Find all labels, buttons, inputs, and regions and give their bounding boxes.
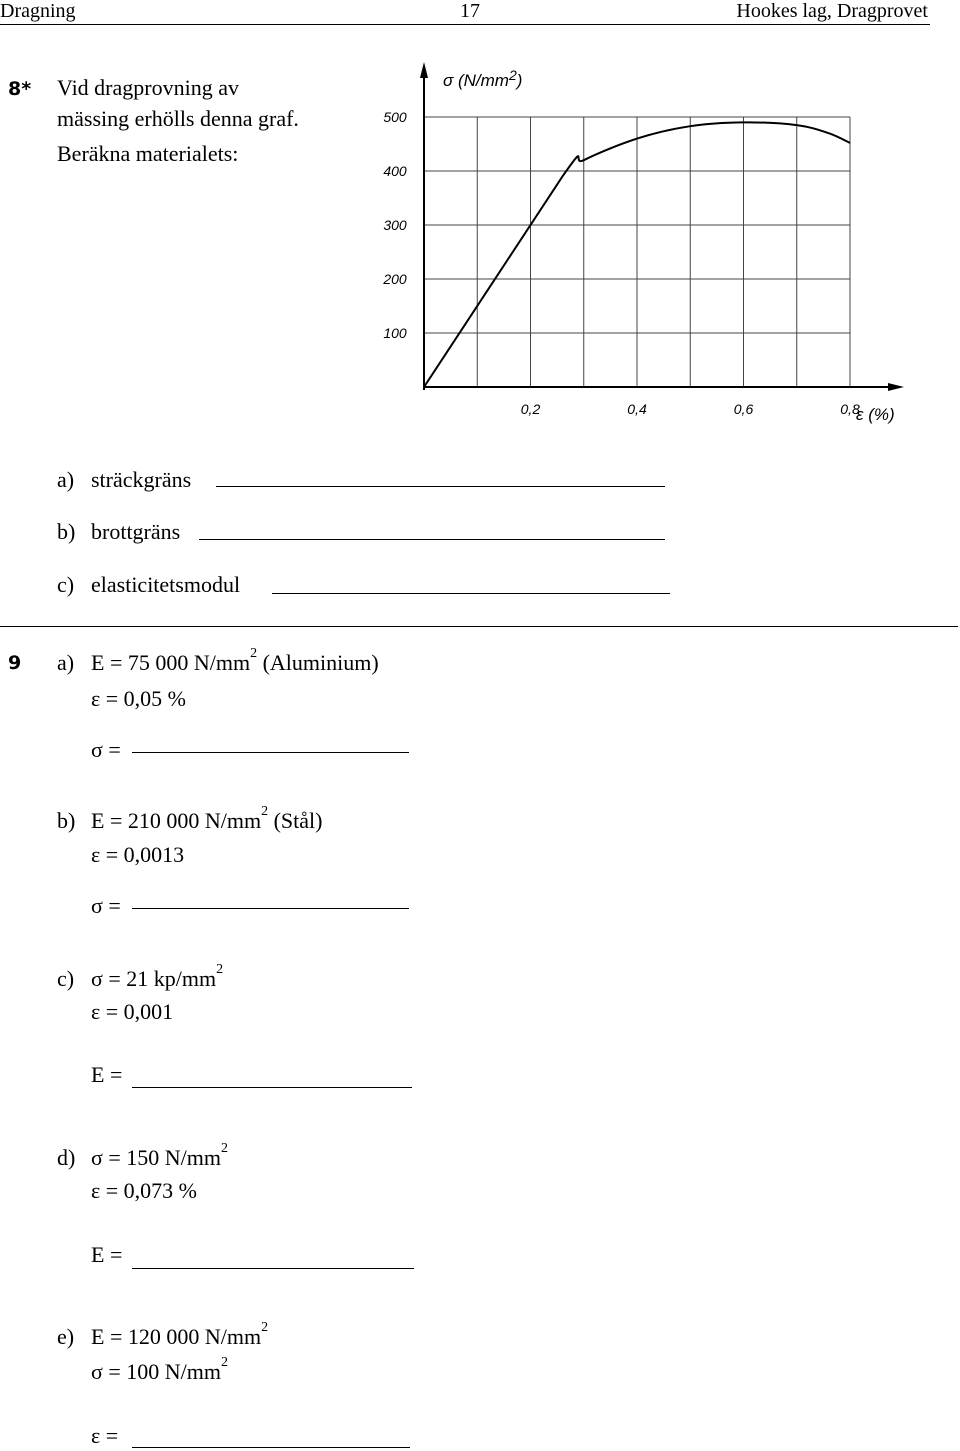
stress-strain-chart [0,0,960,460]
question-8-intro-line-3: Beräkna materialets: [57,141,239,166]
q9-d-letter: d) [57,1145,76,1170]
q9-d-l1-sup: 2 [221,1141,228,1156]
question-9-number: 9 [8,652,22,674]
q9-e-line-1 [91,1320,269,1350]
chart-x-axis-label: ε (%) [856,405,895,424]
chart-y-axis-label-part: σ (N/mm [443,71,509,90]
q9-c-l1-pre: σ = 21 kp/mm [91,966,217,991]
q9-c-answer-label: E = [91,1062,123,1087]
q9-c-line-2: ε = 0,001 [91,999,174,1024]
chart-axes [420,62,904,391]
question-8-item-b-text: brottgräns [91,519,181,544]
answer-line-c[interactable] [272,593,670,594]
chart-grid [424,117,850,387]
q9-d-l1-pre: σ = 150 N/mm [91,1145,221,1170]
header-left: Dragning [0,0,76,22]
y-axis-arrow [420,62,428,78]
q9-a-letter: a) [57,650,75,675]
q9-e-letter: e) [57,1324,75,1349]
y-tick-label: 300 [383,217,407,233]
x-axis-arrow [888,383,904,391]
chart-y-axis-label-text [443,67,523,90]
question-8-item-a-text: sträckgräns [91,467,192,492]
answer-line-a[interactable] [216,486,665,487]
q9-e-l2-pre: σ = 100 N/mm [91,1359,221,1384]
q9-c-answer-line[interactable] [132,1087,412,1088]
question-8-item-a-letter: a) [57,467,75,492]
q9-b-line-1 [91,804,323,834]
q9-a-answer-line[interactable] [132,752,409,753]
y-tick-label: 100 [383,325,407,341]
q9-b-line-2: ε = 0,0013 [91,842,185,867]
question-8-item-c-text: elasticitetsmodul [91,572,241,597]
question-8-intro-line-1: Vid dragprovning av [57,75,239,100]
q9-d-line-2: ε = 0,073 % [91,1178,197,1203]
chart-tick-labels [382,109,860,417]
question-8-item-c-letter: c) [57,572,75,597]
q9-c-l1-sup: 2 [216,962,224,977]
q9-e-l2-sup: 2 [221,1355,228,1370]
q9-d-answer-line[interactable] [132,1268,414,1269]
y-tick-label: 200 [383,271,407,287]
question-8-number: 8* [8,78,32,100]
header-right: Hookes lag, Dragprovet [736,0,928,22]
q9-e-l1-sup: 2 [261,1320,269,1335]
q9-b-l1-post: (Stål) [268,808,323,833]
q9-c-line-1 [91,962,224,992]
q9-e-line-2 [91,1355,228,1385]
q9-b-answer-line[interactable] [132,908,409,909]
q9-c-letter: c) [57,966,75,991]
chart-y-axis-label [443,67,523,91]
q9-b-letter: b) [57,808,76,833]
q9-a-answer-label: σ = [91,737,121,762]
q9-a-l1-post: (Aluminium) [257,650,379,675]
answer-line-b[interactable] [199,539,665,540]
x-tick-label: 0,8 [840,401,860,417]
question-8-item-b-letter: b) [57,519,76,544]
q9-b-l1-sup: 2 [261,804,269,819]
q9-b-answer-label: σ = [91,893,121,918]
y-tick-label: 500 [383,109,407,125]
x-tick-label: 0,2 [520,401,541,417]
q9-d-answer-label: E = [91,1242,123,1267]
q9-b-l1-pre: E = 210 000 N/mm [91,808,262,833]
q9-a-line-1 [91,646,379,676]
q9-e-l1-pre: E = 120 000 N/mm [91,1324,262,1349]
section-divider [0,626,958,627]
q9-e-answer-line[interactable] [132,1447,410,1448]
q9-a-l1-pre: E = 75 000 N/mm [91,650,251,675]
chart-y-axis-label-sup: 2 [508,67,517,83]
q9-a-l1-sup: 2 [250,646,258,661]
q9-a-line-2: ε = 0,05 % [91,686,186,711]
q9-e-answer-label: ε = [91,1423,119,1448]
x-tick-label: 0,6 [733,401,754,417]
x-tick-label: 0,4 [627,401,647,417]
q9-d-line-1 [91,1141,228,1171]
y-tick-label: 400 [383,163,407,179]
question-8-intro-line-2: mässing erhölls denna graf. [57,106,299,131]
chart-y-axis-label-part: ) [516,71,523,90]
page-number: 17 [460,0,480,22]
